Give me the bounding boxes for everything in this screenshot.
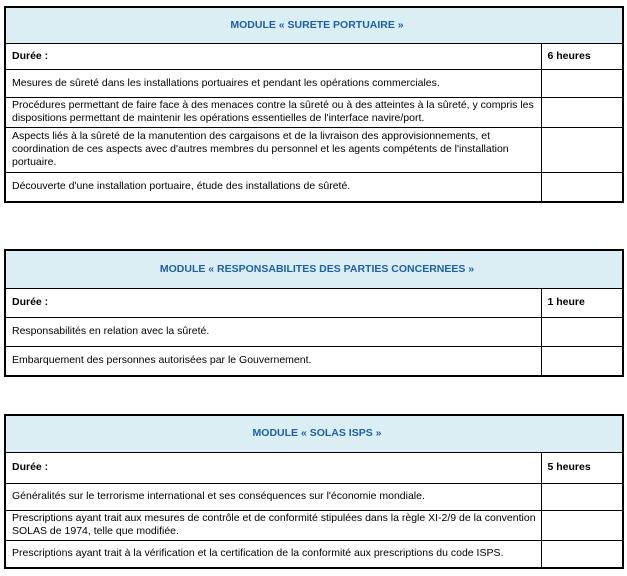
duration-cell-empty [541, 97, 623, 127]
module-item: Embarquement des personnes autorisées par le Gouvernement. [5, 346, 541, 376]
module-table-responsabilites [4, 249, 624, 377]
duration-value: 1 heure [541, 288, 623, 317]
module-title: MODULE « SOLAS ISPS » [5, 415, 623, 452]
duration-label: Durée : [5, 452, 541, 483]
module-item: Généralités sur le terrorisme international et ses conséquences sur l'économie mondiale. [5, 483, 541, 510]
duration-label: Durée : [5, 288, 541, 317]
module-item: Procédures permettant de faire face à des menaces contre la sûreté ou à des atteintes à la sûreté, y compris les dispositions permettant de maintenir les opérations essentielles de l'interface navire/port. [5, 97, 541, 127]
module-item: Aspects liés à la sûreté de la manutention des cargaisons et de la livraison des approvisionnements, et coordination de ces aspects avec d'autres membres du personnel et les agents compétents de l'installation portuaire. [5, 127, 541, 172]
duration-cell-empty [541, 510, 623, 540]
duration-cell-empty [541, 317, 623, 346]
module-item: Découverte d'une installation portuaire, étude des installations de sûreté. [5, 172, 541, 202]
duration-label: Durée : [5, 43, 541, 69]
module-title: MODULE « SURETE PORTUAIRE » [5, 7, 623, 43]
duration-cell-empty [541, 127, 623, 172]
duration-cell-empty [541, 172, 623, 202]
duration-cell-empty [541, 483, 623, 510]
duration-value: 6 heures [541, 43, 623, 69]
duration-cell-empty [541, 540, 623, 568]
duration-value: 5 heures [541, 452, 623, 483]
module-table-solas-isps [4, 414, 624, 569]
module-item: Prescriptions ayant trait à la vérification et la certification de la conformité aux prescriptions du code ISPS. [5, 540, 541, 568]
module-table-surete-portuaire [4, 6, 624, 203]
module-item: Mesures de sûreté dans les installations portuaires et pendant les opérations commerciales. [5, 69, 541, 97]
module-item: Prescriptions ayant trait aux mesures de contrôle et de conformité stipulées dans la règle XI-2/9 de la convention SOLAS de 1974, telle que modifiée. [5, 510, 541, 540]
duration-cell-empty [541, 346, 623, 376]
module-title: MODULE « RESPONSABILITES DES PARTIES CONCERNEES » [5, 250, 623, 288]
duration-cell-empty [541, 69, 623, 97]
module-item: Responsabilités en relation avec la sûreté. [5, 317, 541, 346]
